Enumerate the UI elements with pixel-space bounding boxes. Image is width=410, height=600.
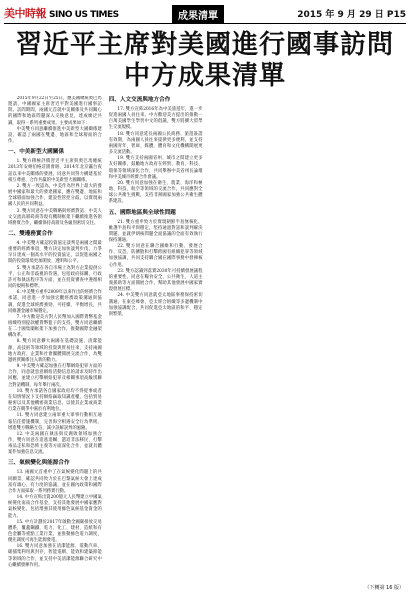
newspaper-logo [4, 5, 119, 21]
section-heading: 三、氣候變化與能源合作 [8, 460, 70, 467]
article-paragraph: 2015年9月22日至25日，應美國總統奧巴馬邀請，中國國家主席習近平對美國進行國事訪問。訪問期間，兩國元首就中美關係及共同關心的國際和地區問題深入交換意見，達成廣泛共識，取得一系列重要成果。主要成果如下： [8, 96, 102, 126]
article-paragraph: 中美雙方同意繼續推進中美新型大國關係建設，確認了兩國在雙邊、地區和全球層面的合作。 [8, 126, 102, 145]
publication-date-line [297, 7, 406, 20]
masthead [4, 4, 406, 24]
article-paragraph: 9. 中美雙方確認加強在打擊網絡犯罪方面的合作，同意就惡意網絡活動信息的請求及時作出回應，並建立打擊網絡犯罪及相關事項高級別聯合對話機制，每年舉行兩次。 [8, 364, 102, 388]
section-heading: 一、中美新型大國關係 [8, 149, 64, 156]
section-heading: 五、國際地區與全球性問題 [108, 209, 176, 216]
article-paragraph: 21. 雙方重申致力於實現朝鮮半島無核化，維護半島和平與穩定，堅持通過對話和談判解決問題，並就伊朗核問題全面協議的全面有效執行保持溝通。 [108, 219, 203, 243]
article-body [8, 96, 404, 580]
article-paragraph: 2. 雙方一致認為，中美作為世界上最大的發展中國家和最大的發達國家，應在雙邊、地區和全球層面加強合作，建設性管控分歧，以實現兩國人民的共同利益。 [8, 183, 102, 208]
article-paragraph: 19. 雙方支持兩國省州、城市之間建立更多友好關係，鼓勵地方政府在經貿、教育、科技、環保等領域深化合作，共同舉辦中美省州長論壇和中美城市經濟合作會議。 [108, 156, 203, 180]
article-paragraph: 16. 雙方同意加強在清潔能源、電動汽車、碳捕集利用與封存、智能電網、能效和建築節能等領域的合作，並支持中美清潔能源聯合研究中心繼續發揮作用。 [8, 544, 102, 568]
article-paragraph: 3. 雙方同意在中美戰略與經濟對話、中美人文交流高層磋商等現有機制框架下繼續推進各領域務實合作，繼續保持高層及各級別密切交往。 [8, 208, 102, 226]
article-paragraph: 14. 中方宣佈出資200億元人民幣建立中國氣候變化南南合作基金，支持其他發展中國家應對氣候變化，包括增強其使用綠色氣候基金資金的能力。 [8, 495, 102, 519]
headline [0, 30, 410, 92]
article-paragraph: 15. 中方計劃於2017年啟動全國碳排放交易體系，覆蓋鋼鐵、電力、化工、建材、造紙和有色金屬等重點工業行業，並推動綠色電力調度，優先調度可再生能源發電。 [8, 519, 102, 544]
section-heading: 二、雙邊務實合作 [8, 230, 53, 237]
article-paragraph: 6. 中美雙方重申2009年以來作出的經濟合作承諾，同意進一步加強宏觀經濟政策溝通與協調，促進全球經濟強勁、可持續、平衡增長，共同維護金融市場穩定。 [8, 290, 102, 314]
section-tag: 成果清單 [172, 5, 224, 24]
article-paragraph: 23. 雙方認識到落實2030年可持續發展議程的重要性，同意在糧食安全、公共衛生、人道主義援助等方面開展合作，幫助其他發展中國家實現發展目標。 [108, 268, 203, 293]
article-paragraph: 5. 雙方承諾在各自市場上為對方企業提供公平、公正和非歧視的待遇，包括政府採購、行政許可和執法程序等方面，並在投資審查中遵循相同的規則和標準。 [8, 265, 102, 290]
article-paragraph: 13. 兩國元首重申了在氣候變化問題上的共同願景，確認共同致力於在巴黎氣候大會上達成富有雄心、有力度的協議，並在國內政策和國際合作方面採取一系列務實行動。 [8, 470, 102, 494]
continued-note: （下轉第 16 版） [364, 585, 404, 591]
article-paragraph: 17. 雙方宣佈2016年為中美旅遊年，進一步促進兩國人員往來。中方歡迎美方提出的推動一百萬美國學生學習中文的倡議，雙方將擴大留學生交流規模。 [108, 107, 203, 131]
article-paragraph: 24. 中美雙方同意就亞太地區事務保持密切溝通，在東亞峰會、亞太經合組織等多邊機制中加強協調配合，共同促進亞太地區的和平、穩定與繁榮。 [108, 293, 203, 317]
article-paragraph: 4. 中美雙方確認投資協定談判是兩國之間最重要的經濟事項，雙方決定加快談判步伐，力爭早日達成一個高水平的投資協定，以促進兩國之間的投資環境更加開放、透明和公平。 [8, 240, 102, 265]
article-paragraph: 22. 雙方同意在聯合國維和行動、發展合作、反恐、防擴散和打擊跨國有組織犯罪等領域加強協調，共同支持聯合國在國際事務中發揮核心作用。 [108, 244, 203, 268]
headline-line-2: 中方成果清單 [123, 61, 286, 91]
article-paragraph: 7. 中方歡迎美方對人民幣加入國際貨幣基金組織特別提款權貨幣籃子的支持，雙方同意繼續在二十國集團框架下加強合作，推動國際金融架構改革。 [8, 314, 102, 339]
logo-chinese: 美中時報 [4, 7, 46, 20]
logo-english: SINO US TIMES [49, 10, 119, 20]
section-heading: 四、人文交流與地方合作 [108, 97, 171, 103]
headline-line-1: 習近平主席對美國進行國事訪問 [15, 30, 394, 60]
publication-date: 2015 年 9 月 29 日 [297, 10, 384, 20]
page-number: P15 [386, 10, 406, 20]
article-paragraph: 20. 雙方同意加強在衛生、農業、海洋和極地、科技、航空等領域的交流合作，共同應對全球公共衛生挑戰，支持非洲國家加強公共衛生體系建設。 [108, 180, 203, 205]
article-paragraph: 8. 雙方同意擴大兩國在基礎設施、清潔能源、高技術等領域的投資與貿易往來，支持兩國地方政府、企業和社會團體開展交流合作，為雙邊經貿關係注入新的動力。 [8, 339, 102, 363]
article-paragraph: 1. 雙方積極評價習近平主席與奧巴馬總統2013年安納伯格莊園會晤、2014年北京瀛台夜話以來中美關係的發展，同意共同努力構建基於相互尊重、合作共贏的中美新型大國關係。 [8, 159, 102, 183]
article-paragraph: 18. 雙方同意延長兩國公民商務、旅遊簽證有效期，為兩國人員往來提供更多便利，並支持兩國青年、智庫、媒體、體育和文化機構開展更多交流活動。 [108, 131, 203, 156]
article-paragraph: 10. 雙方承諾各自國家政府均不得從事或者在知情情況下支持網絡竊取知識產權，包括貿易秘密以及其他機密商業信息，以使其企業或商業行業在競爭中處於有利地位。 [8, 388, 102, 413]
article-paragraph: 12. 中美兩國在執法與反腐敗領域加強合作，雙方同意在追逃追贓、遣返非法移民、打擊毒品走私和恐怖主義等方面深化合作，並就具體案件加強信息交流。 [8, 431, 102, 456]
article-paragraph: 11. 雙方同意建立兩軍重大軍事行動相互通報信任措施機制，完善海空相遇安全行為準則，增進雙方戰略互信，減少誤解誤判的風險。 [8, 413, 102, 431]
